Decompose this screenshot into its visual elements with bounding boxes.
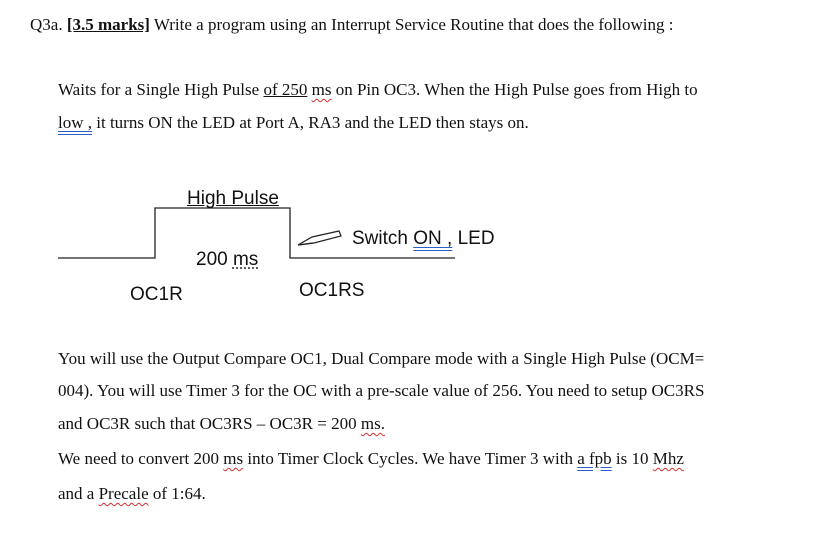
text-span: into Timer Clock Cycles. We have Timer 3 with xyxy=(243,449,578,468)
question-prompt: Write a program using an Interrupt Service Routine that does the following : xyxy=(153,15,674,34)
question-number: Q3a. xyxy=(30,15,63,34)
para2-line1: You will use the Output Compare OC1, Dual Compare mode with a Single High Pulse (OCM= xyxy=(58,349,705,368)
para2-line3 xyxy=(58,414,385,434)
para3-line2 xyxy=(58,484,206,504)
text-span: on Pin OC3. When the High Pulse goes from High to xyxy=(331,80,698,99)
pulse-duration-label xyxy=(196,249,258,271)
text-span: Waits for a Single High Pulse xyxy=(58,80,264,99)
text-span: low , xyxy=(58,113,92,132)
oc1rs-label: OC1RS xyxy=(299,280,365,301)
arrow-left-icon xyxy=(298,231,341,245)
text-span: ms. xyxy=(360,414,385,433)
oc1r-label: OC1R xyxy=(130,284,183,305)
text-span: of 1:64. xyxy=(148,484,206,503)
text-span: High Pulse xyxy=(187,188,279,209)
text-span: ON , xyxy=(413,228,453,249)
text-span: is 10 xyxy=(611,449,653,468)
text-span: of 250 xyxy=(263,80,308,99)
text-span: LED xyxy=(452,228,495,249)
text-span: ms xyxy=(223,449,244,468)
text-span: it turns ON the LED at Port A, RA3 and the LED then stays on. xyxy=(92,113,529,132)
text-span: We need to convert 200 xyxy=(58,449,224,468)
para2-line2: 004). You will use Timer 3 for the OC with a pre-scale value of 256. You need to setup OC3RS xyxy=(58,381,705,400)
text-span: and a xyxy=(58,484,99,503)
question-marks: [3.5 marks] xyxy=(66,15,150,34)
text-span: Precale xyxy=(98,484,149,503)
text-span: and OC3R such that OC3RS – OC3R = 200 xyxy=(58,414,361,433)
switch-on-led-label xyxy=(352,228,495,250)
para3-line1 xyxy=(58,449,684,469)
high-pulse-label xyxy=(187,188,279,210)
text-span: Mhz xyxy=(652,449,684,468)
text-span: Switch xyxy=(352,228,414,249)
text-span: a fpb xyxy=(577,449,612,468)
text-span: ms xyxy=(232,249,259,270)
text-span: ms xyxy=(311,80,332,99)
text-span: 200 xyxy=(196,249,233,270)
